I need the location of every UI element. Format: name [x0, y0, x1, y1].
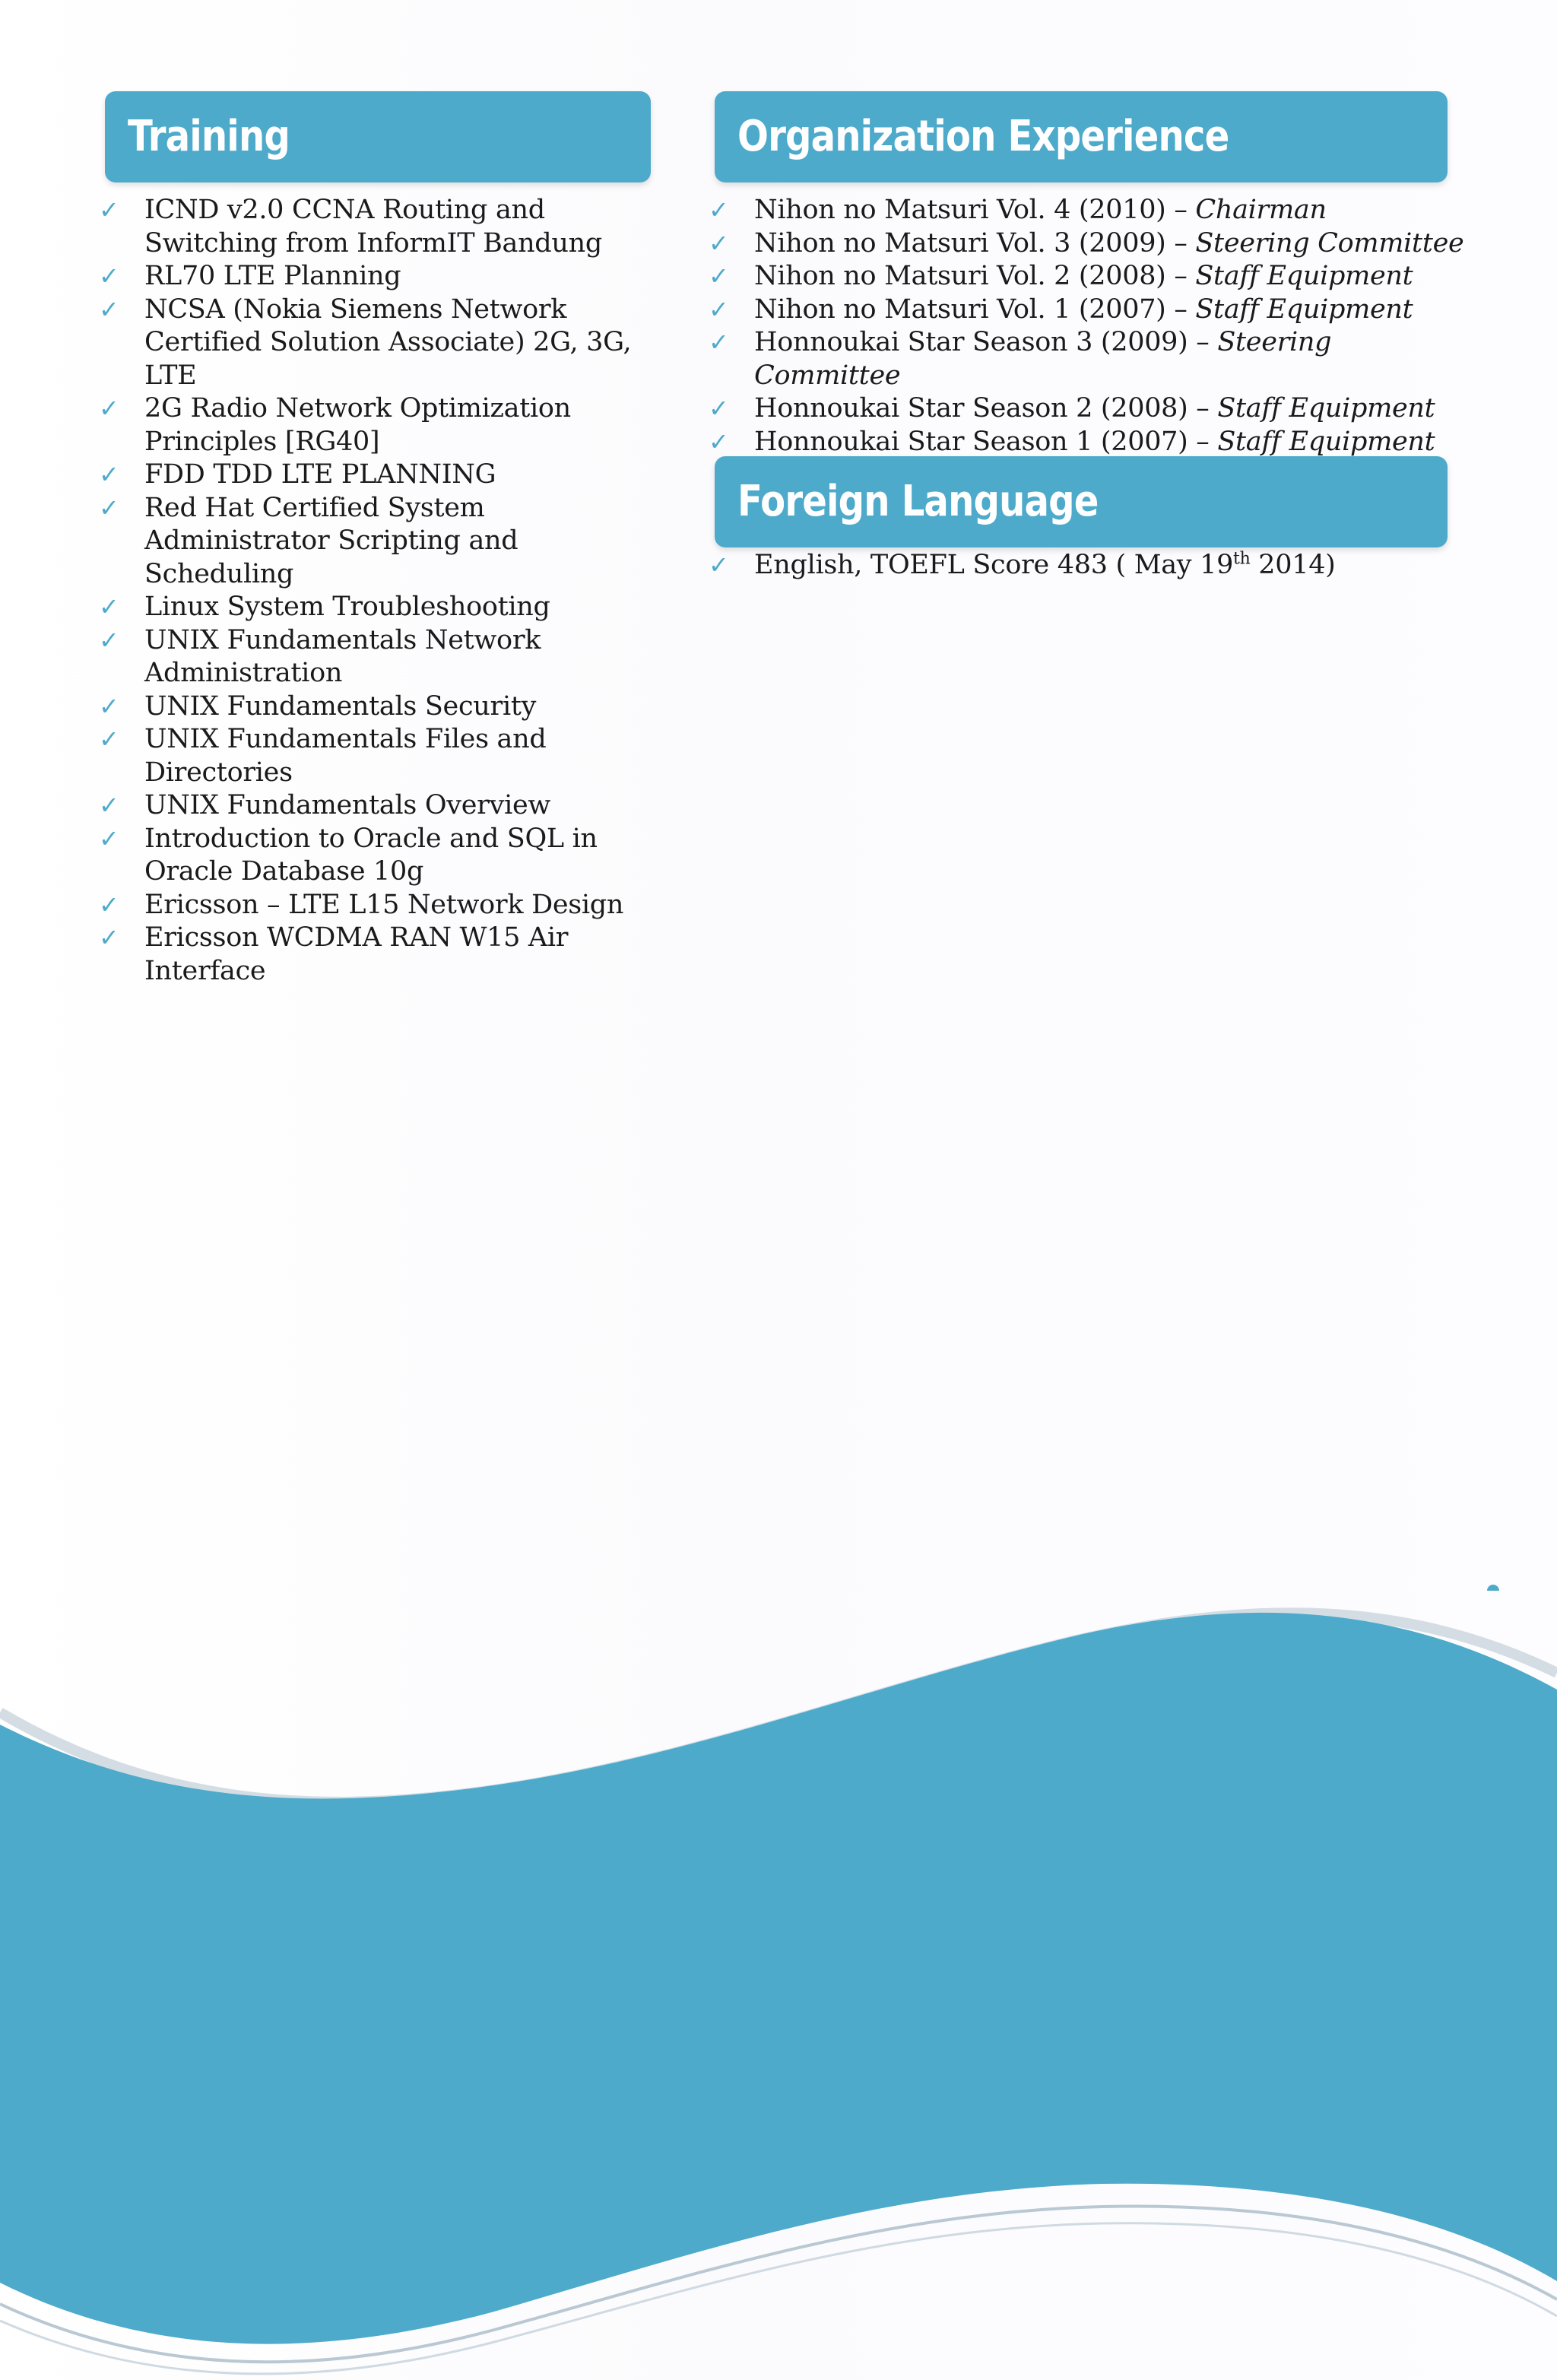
- checkmark-icon: ✓: [99, 823, 119, 853]
- organization-event: Honnoukai Star Season 2 (2008) –: [754, 393, 1218, 424]
- organization-role: Steering Committee: [1195, 227, 1464, 259]
- checkmark-icon: ✓: [709, 195, 729, 224]
- training-item: [99, 294, 661, 393]
- organization-item: [709, 426, 1469, 459]
- training-item: [99, 690, 661, 724]
- training-item-text: FDD TDD LTE PLANNING: [144, 459, 496, 490]
- organization-event: Nihon no Matsuri Vol. 4 (2010) –: [754, 195, 1196, 225]
- organization-role: Staff Equipment: [1195, 294, 1413, 325]
- checkmark-icon: ✓: [99, 923, 119, 952]
- training-item: [99, 789, 661, 823]
- organization-role: Staff Equipment: [1195, 261, 1413, 291]
- training-item: [99, 492, 661, 592]
- training-item-text: Red Hat Certified System Administrator Scripting and Scheduling: [144, 492, 518, 589]
- organization-title: Organization Experience: [737, 112, 1229, 161]
- training-item: [99, 459, 661, 492]
- training-item-text: Ericsson WCDMA RAN W15 Air Interface: [144, 922, 569, 986]
- checkmark-icon: ✓: [99, 493, 119, 522]
- training-item-text: UNIX Fundamentals Overview: [144, 790, 551, 820]
- language-header: [715, 456, 1448, 547]
- organization-role: Staff Equipment: [1217, 393, 1435, 424]
- checkmark-icon: ✓: [99, 725, 119, 754]
- training-item-text: 2G Radio Network Optimization Principles [RG40]: [144, 393, 571, 457]
- training-item-text: NCSA (Nokia Siemens Network Certified Solution Associate) 2G, 3G, LTE: [144, 294, 632, 391]
- training-item: [99, 194, 661, 260]
- training-item-text: Introduction to Oracle and SQL in Oracle Database 10g: [144, 823, 598, 887]
- training-item-text: ICND v2.0 CCNA Routing and Switching from InformIT Bandung: [144, 195, 603, 259]
- organization-item: [709, 294, 1469, 327]
- checkmark-icon: ✓: [709, 394, 729, 423]
- checkmark-icon: ✓: [99, 890, 119, 919]
- organization-item: [709, 260, 1469, 294]
- organization-role: Staff Equipment: [1217, 426, 1435, 457]
- organization-event: Honnoukai Star Season 3 (2009) –: [754, 327, 1218, 357]
- checkmark-icon: ✓: [99, 592, 119, 621]
- training-item-text: Linux System Troubleshooting: [144, 592, 550, 622]
- organization-role: Chairman: [1195, 195, 1327, 225]
- wave-fill: [0, 1613, 1557, 2344]
- organization-item: [709, 227, 1469, 261]
- language-title: Foreign Language: [737, 477, 1099, 526]
- training-item: [99, 392, 661, 459]
- checkmark-icon: ✓: [709, 294, 729, 324]
- organization-header: [715, 91, 1448, 182]
- checkmark-icon: ✓: [99, 791, 119, 820]
- language-item: [709, 549, 1469, 582]
- organization-event: Nihon no Matsuri Vol. 3 (2009) –: [754, 227, 1196, 259]
- organization-event: Nihon no Matsuri Vol. 1 (2007) –: [754, 294, 1196, 325]
- training-item: [99, 723, 661, 789]
- checkmark-icon: ✓: [709, 427, 729, 456]
- training-item: [99, 624, 661, 690]
- checkmark-icon: ✓: [99, 625, 119, 655]
- checkmark-icon: ✓: [99, 691, 119, 721]
- training-item-text: UNIX Fundamentals Security: [144, 690, 537, 722]
- training-item-text: UNIX Fundamentals Network Administration: [144, 624, 541, 688]
- training-header: [105, 91, 651, 182]
- ordinal-suffix: th: [1233, 549, 1251, 569]
- checkmark-icon: ✓: [99, 294, 119, 324]
- training-item: [99, 889, 661, 922]
- language-text-end: 2014): [1250, 550, 1336, 580]
- training-list: [99, 194, 661, 988]
- training-item: [99, 260, 661, 294]
- training-item: [99, 922, 661, 988]
- training-title: Training: [128, 112, 290, 161]
- organization-event: Honnoukai Star Season 1 (2007) –: [754, 426, 1218, 457]
- organization-role: Steering Committee: [754, 327, 1332, 391]
- checkmark-icon: ✓: [709, 328, 729, 357]
- training-item: [99, 823, 661, 889]
- organization-item: [709, 392, 1469, 426]
- checkmark-icon: ✓: [99, 262, 119, 290]
- organization-list: [709, 194, 1469, 459]
- language-text: English, TOEFL Score 483 ( May 19: [754, 550, 1234, 580]
- checkmark-icon: ✓: [709, 228, 729, 258]
- checkmark-icon: ✓: [99, 394, 119, 423]
- checkmark-icon: ✓: [709, 551, 729, 579]
- checkmark-icon: ✓: [99, 460, 119, 489]
- training-item: [99, 591, 661, 624]
- training-item-text: Ericsson – LTE L15 Network Design: [144, 889, 624, 920]
- checkmark-icon: ✓: [709, 262, 729, 290]
- organization-item: [709, 194, 1469, 227]
- training-item-text: RL70 LTE Planning: [144, 261, 401, 291]
- organization-event: Nihon no Matsuri Vol. 2 (2008) –: [754, 261, 1196, 291]
- training-item-text: UNIX Fundamentals Files and Directories: [144, 724, 547, 788]
- language-list: [709, 549, 1469, 582]
- organization-item: [709, 326, 1469, 392]
- checkmark-icon: ✓: [99, 195, 119, 224]
